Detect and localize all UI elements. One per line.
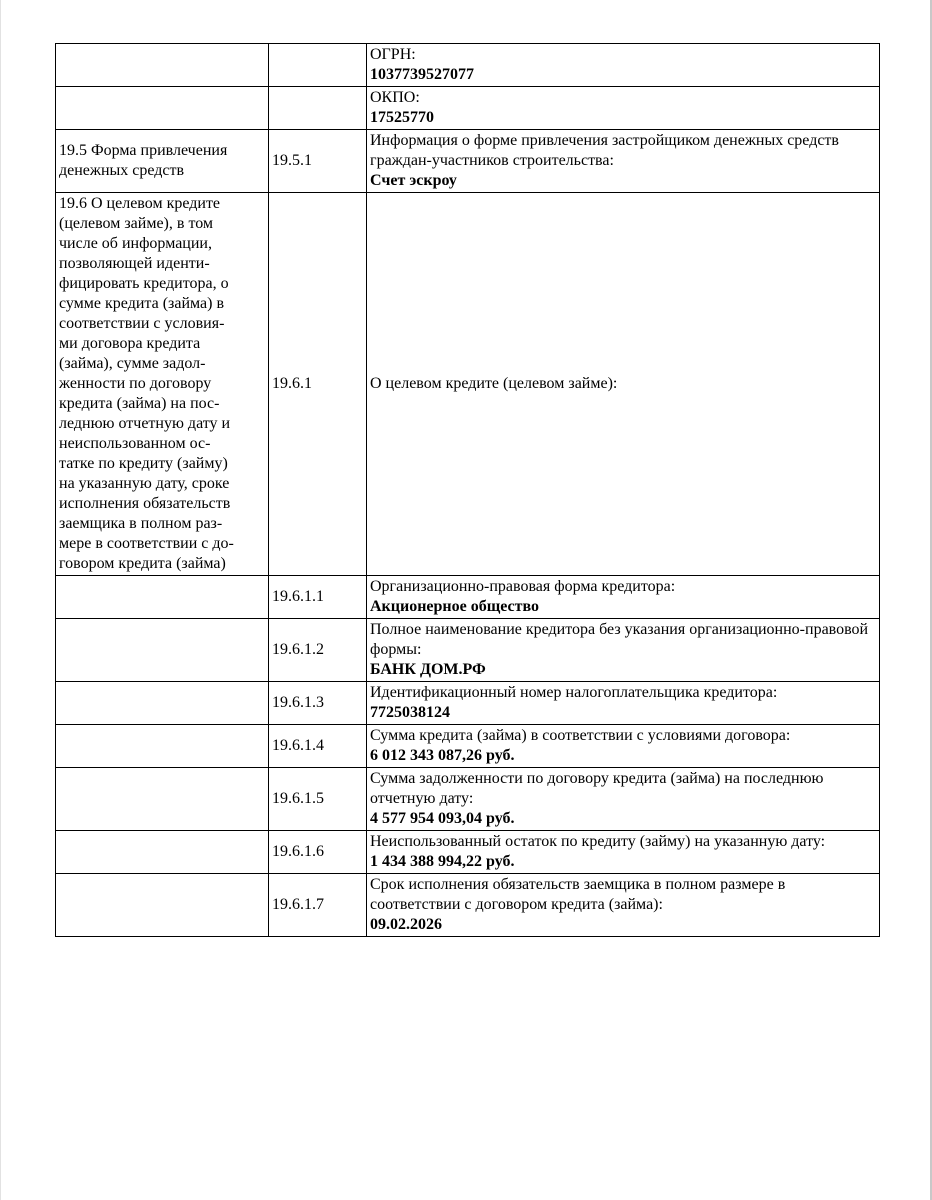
section-cell: 19.6 О целевом кредите (целевом займе), в том числе об информации, позволяющей иденти- фицировать кредитора, о сумме кредита (займа) в соответствии с условия- ми договора кредита (займа), сумме задол- женности по договору кредита (займа) на пос- леднюю отчетную дату и неиспользованном ос- татке по кредиту (займу) на указанную дату, сроке исполнения обязательств заемщика в полном раз- мере в соответствии с до- говором кредита (займа) bbox=[56, 193, 269, 576]
section-cell bbox=[56, 619, 269, 682]
table-row bbox=[56, 619, 880, 682]
table-row bbox=[56, 831, 880, 874]
field-value: 09.02.2026 bbox=[370, 916, 442, 933]
section-cell bbox=[56, 874, 269, 937]
code-cell: 19.5.1 bbox=[269, 130, 367, 193]
field-value: 7725038124 bbox=[370, 704, 450, 721]
field-label: ОГРН: bbox=[370, 46, 416, 63]
table-row bbox=[56, 725, 880, 768]
field-value: 1 434 388 994,22 руб. bbox=[370, 853, 515, 870]
content-cell bbox=[367, 831, 880, 874]
content-cell bbox=[367, 768, 880, 831]
code-cell bbox=[269, 44, 367, 87]
field-value: 4 577 954 093,04 руб. bbox=[370, 810, 515, 827]
content-cell bbox=[367, 193, 880, 576]
field-value: 17525770 bbox=[370, 109, 434, 126]
code-cell: 19.6.1.6 bbox=[269, 831, 367, 874]
code-cell: 19.6.1.3 bbox=[269, 682, 367, 725]
field-label: Срок исполнения обязательств заемщика в полном размере в соответствии с договором кредита (займа): bbox=[370, 876, 786, 913]
content-cell bbox=[367, 130, 880, 193]
section-cell bbox=[56, 44, 269, 87]
field-value: 1037739527077 bbox=[370, 66, 474, 83]
table-row bbox=[56, 130, 880, 193]
code-cell: 19.6.1.4 bbox=[269, 725, 367, 768]
field-label: Информация о форме привлечения застройщиком денежных средств граждан-участников строительства: bbox=[370, 132, 839, 169]
content-cell bbox=[367, 874, 880, 937]
section-cell bbox=[56, 831, 269, 874]
content-cell bbox=[367, 725, 880, 768]
content-cell bbox=[367, 87, 880, 130]
section-cell: 19.5 Форма привлечения денежных средств bbox=[56, 130, 269, 193]
table-row bbox=[56, 87, 880, 130]
disclosure-table bbox=[55, 43, 880, 937]
section-cell bbox=[56, 87, 269, 130]
code-cell: 19.6.1.2 bbox=[269, 619, 367, 682]
code-cell: 19.6.1.5 bbox=[269, 768, 367, 831]
field-label: Сумма задолженности по договору кредита (займа) на последнюю отчетную дату: bbox=[370, 770, 824, 807]
field-label: Сумма кредита (займа) в соответствии с условиями договора: bbox=[370, 727, 791, 744]
field-label: ОКПО: bbox=[370, 89, 420, 106]
field-label: Полное наименование кредитора без указания организационно-правовой формы: bbox=[370, 621, 869, 658]
field-label: Организационно-правовая форма кредитора: bbox=[370, 578, 676, 595]
content-cell bbox=[367, 44, 880, 87]
table-row bbox=[56, 682, 880, 725]
section-cell bbox=[56, 682, 269, 725]
table-row bbox=[56, 44, 880, 87]
section-cell bbox=[56, 768, 269, 831]
code-cell: 19.6.1.1 bbox=[269, 576, 367, 619]
page-left-edge bbox=[0, 0, 1, 1200]
field-value: 6 012 343 087,26 руб. bbox=[370, 747, 515, 764]
field-value: Акционерное общество bbox=[370, 598, 540, 615]
content-cell bbox=[367, 619, 880, 682]
table-row bbox=[56, 768, 880, 831]
section-cell bbox=[56, 725, 269, 768]
field-label: Идентификационный номер налогоплательщика кредитора: bbox=[370, 684, 778, 701]
content-cell bbox=[367, 576, 880, 619]
content-cell bbox=[367, 682, 880, 725]
field-label: О целевом кредите (целевом займе): bbox=[370, 375, 618, 392]
code-cell: 19.6.1 bbox=[269, 193, 367, 576]
table-row bbox=[56, 874, 880, 937]
field-value: Счет эскроу bbox=[370, 172, 457, 189]
table-row bbox=[56, 576, 880, 619]
section-cell bbox=[56, 576, 269, 619]
code-cell: 19.6.1.7 bbox=[269, 874, 367, 937]
code-cell bbox=[269, 87, 367, 130]
table-row bbox=[56, 193, 880, 576]
field-value: БАНК ДОМ.РФ bbox=[370, 661, 486, 678]
field-label: Неиспользованный остаток по кредиту (займу) на указанную дату: bbox=[370, 833, 826, 850]
